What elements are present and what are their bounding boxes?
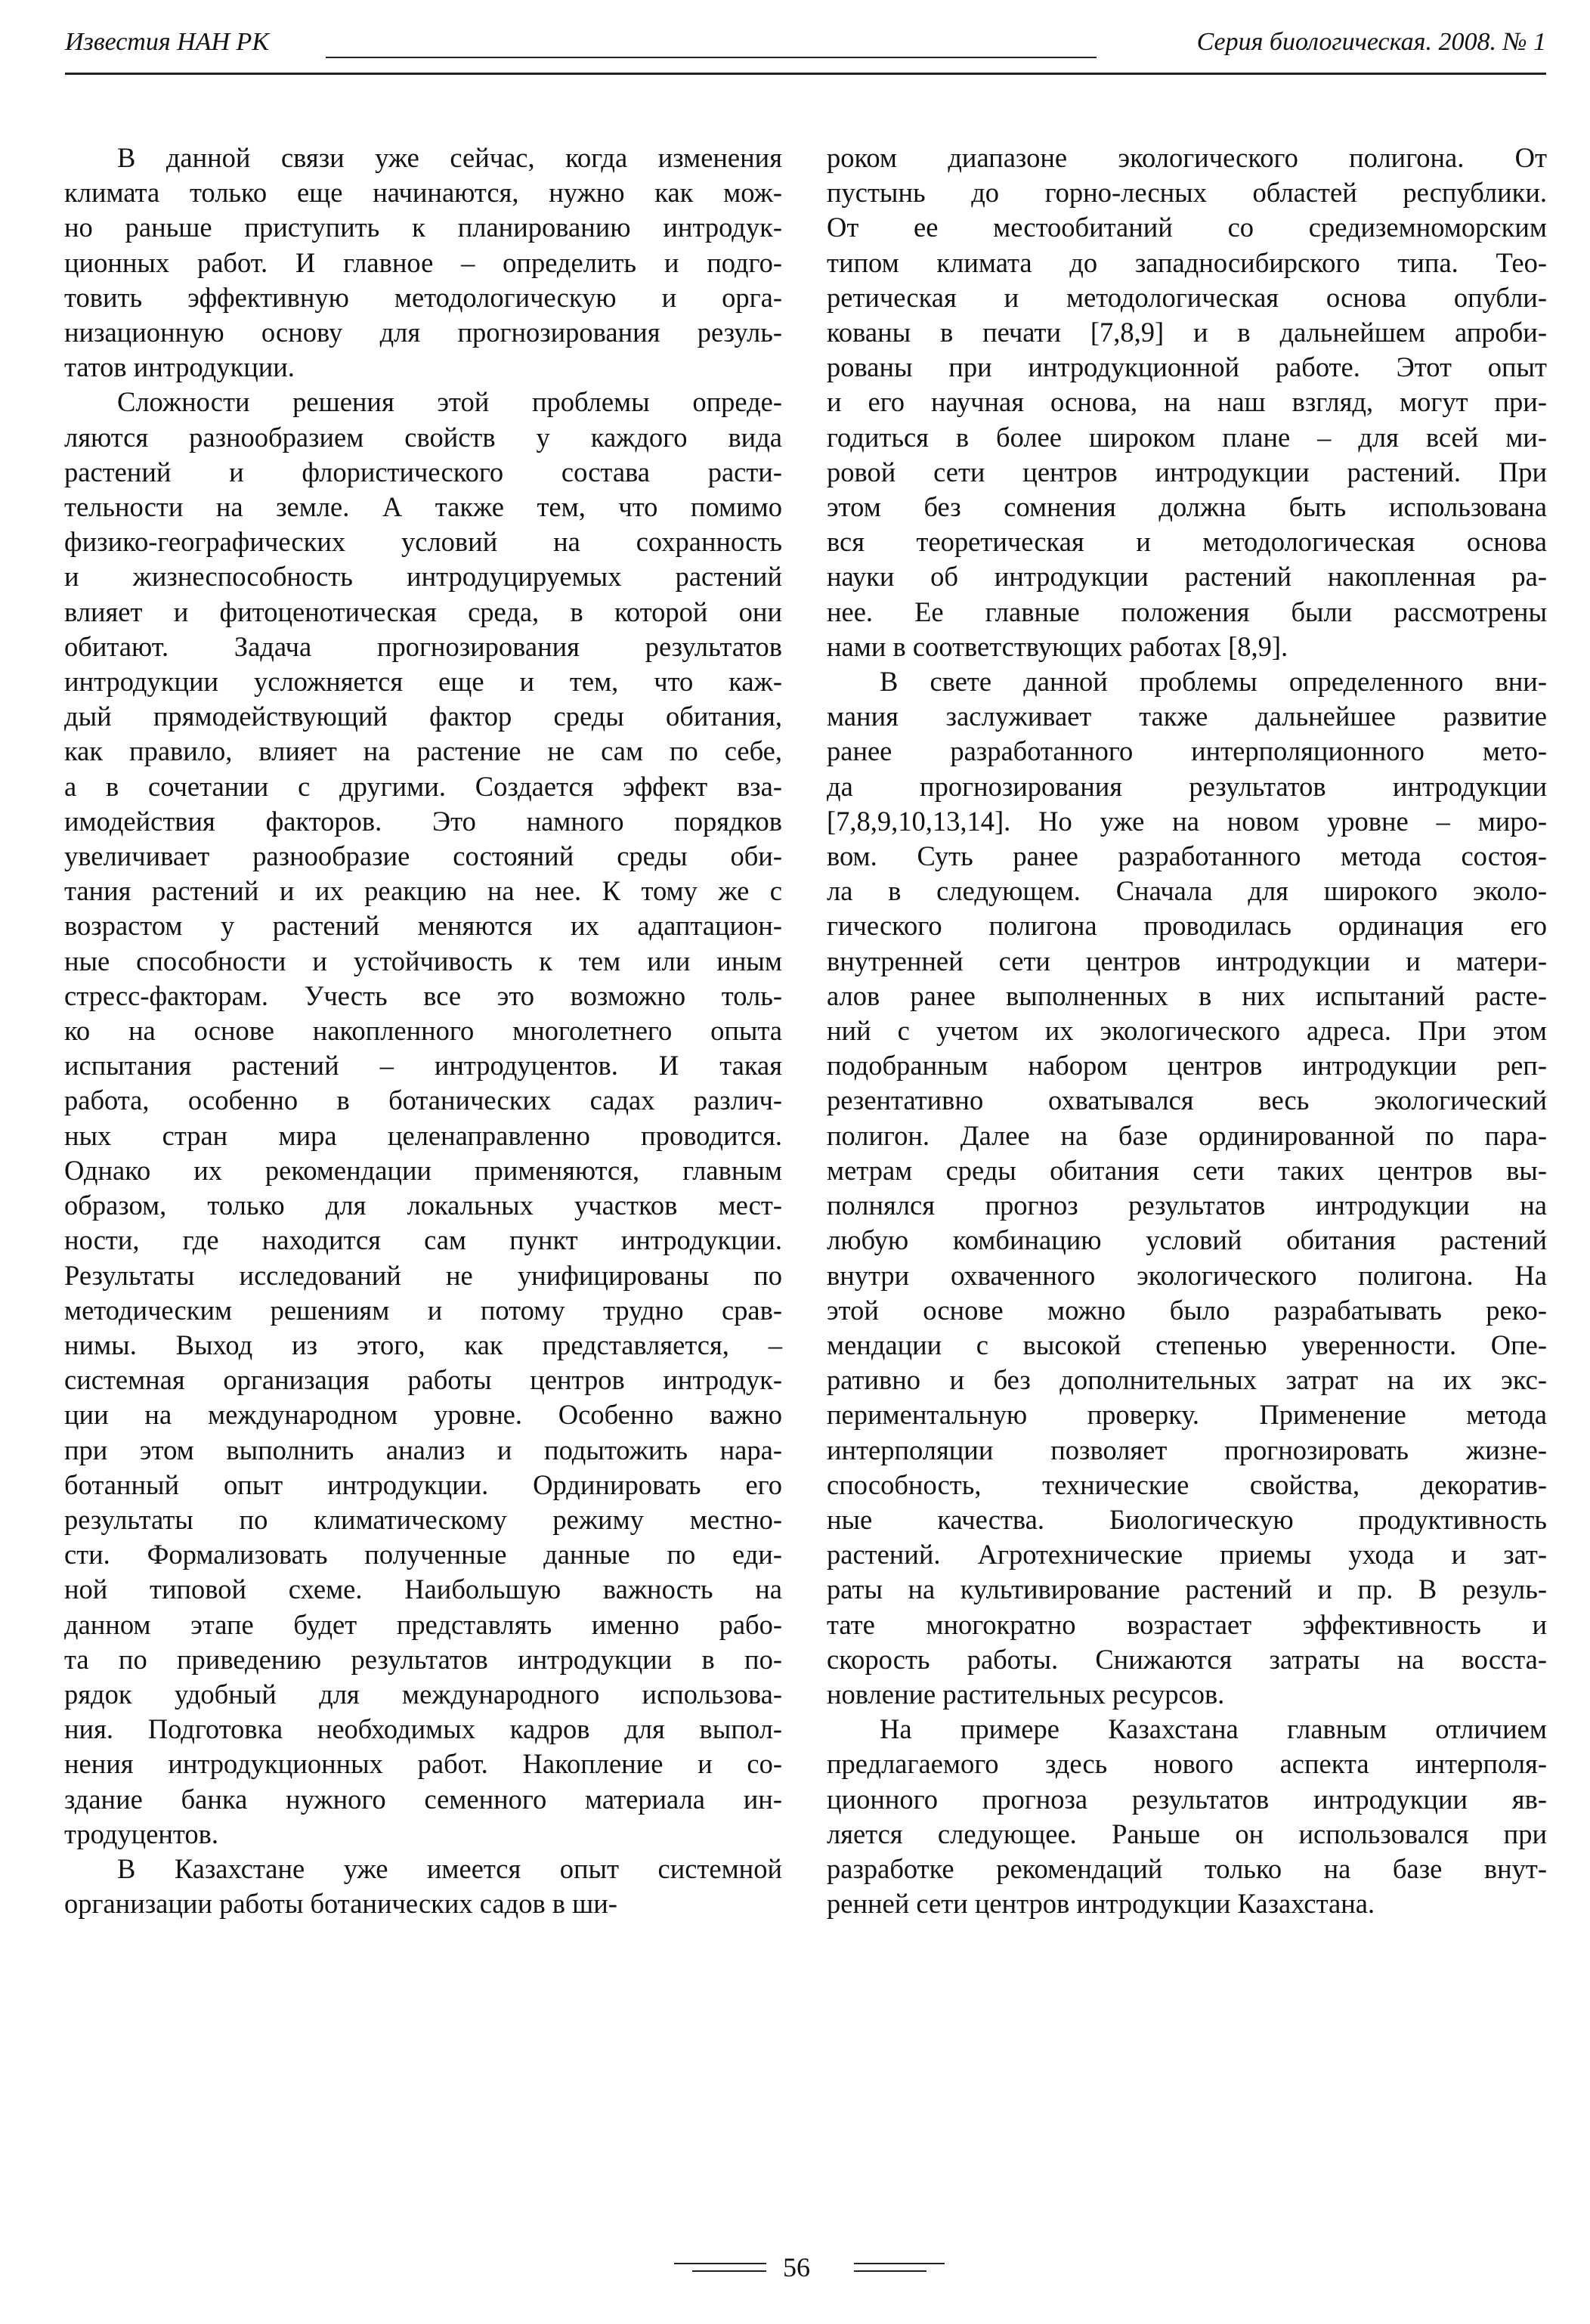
text-line: ные способности и устойчивость к тем или иным — [64, 945, 782, 976]
text-line: полигон. Далее на базе ординированной по пара- — [827, 1119, 1547, 1151]
text-line: но раньше приступить к планированию интродук- — [64, 212, 782, 243]
text-line: ния. Подготовка необходимых кадров для выпол- — [64, 1713, 782, 1745]
footer-ornament-right — [854, 2263, 945, 2272]
text-line: полнялся прогноз результатов интродукции на — [827, 1190, 1547, 1221]
text-line: рованы при интродукционной работе. Этот опыт — [827, 351, 1547, 383]
text-line: периментальную проверку. Применение метода — [827, 1399, 1547, 1431]
text-line: Однако их рекомендации применяются, главным — [64, 1154, 782, 1186]
text-line: ционного прогноза результатов интродукции яв- — [827, 1783, 1547, 1815]
text-line: работа, особенно в ботанических садах различ- — [64, 1085, 782, 1116]
text-line: нимы. Выход из этого, как представляется, – — [64, 1329, 782, 1360]
text-line: влияет и фитоценотическая среда, в которой они — [64, 596, 782, 627]
text-line: дый прямодействующий фактор среды обитания, — [64, 701, 782, 732]
text-line: образом, только для локальных участков мест- — [64, 1190, 782, 1221]
text-line: товить эффективную методологическую и орга- — [64, 281, 782, 313]
text-line: внутренней сети центров интродукции и матери- — [827, 945, 1547, 976]
text-line: имодействия факторов. Это намного порядков — [64, 805, 782, 837]
text-line: растений и флористического состава расти- — [64, 456, 782, 487]
paragraph — [827, 1712, 1547, 1921]
text-line: физико-географических условий на сохранность — [64, 526, 782, 558]
text-line: ранее разработанного интерполяционного мето- — [827, 735, 1547, 767]
text-line: возрастом у растений меняются их адаптацион- — [64, 910, 782, 942]
text-line: ний с учетом их экологического адреса. При этом — [827, 1015, 1547, 1047]
text-line: На примере Казахстана главным отличием — [880, 1713, 1547, 1745]
text-line: испытания растений – интродуцентов. И такая — [64, 1050, 782, 1082]
text-line: низационную основу для прогнозирования резуль- — [64, 317, 782, 348]
paragraph — [64, 141, 782, 385]
text-line: методическим решениям и потому трудно срав- — [64, 1294, 782, 1326]
text-line: скорость работы. Снижаются затраты на восста- — [827, 1643, 1547, 1675]
text-line: раты на культивирование растений и пр. В резуль- — [827, 1574, 1547, 1605]
text-line: тельности на земле. А также тем, что помимо — [64, 491, 782, 523]
text-line: увеличивает разнообразие состояний среды оби- — [64, 840, 782, 872]
right-column — [827, 141, 1547, 1921]
text-line: данном этапе будет представлять именно рабо- — [64, 1608, 782, 1640]
text-line: предлагаемого здесь нового аспекта интерполя- — [827, 1748, 1547, 1780]
text-line: мания заслуживает также дальнейшее развитие — [827, 701, 1547, 732]
text-line: ционных работ. И главное – определить и подго- — [64, 246, 782, 278]
series-info: Серия биологическая. 2008. № 1 — [1196, 28, 1546, 56]
text-line: типом климата до западносибирского типа. Тео- — [827, 246, 1547, 278]
text-line: мендации с высокой степенью уверенности. Опе- — [827, 1329, 1547, 1360]
text-line: ративно и без дополнительных затрат на их экс- — [827, 1364, 1547, 1396]
text-line: В свете данной проблемы определенного вни- — [880, 666, 1547, 698]
text-line: системная организация работы центров интродук- — [64, 1364, 782, 1396]
text-line: способность, технические свойства, декоратив- — [827, 1468, 1547, 1500]
text-line: при этом выполнить анализ и подытожить нара- — [64, 1434, 782, 1465]
text-line: стресс-факторам. Учесть все это возможно толь- — [64, 979, 782, 1011]
text-line: внутри охваченного экологического полигона. На — [827, 1259, 1547, 1291]
text-line: а в сочетании с другими. Создается эффект вза- — [64, 770, 782, 802]
text-line: В данной связи уже сейчас, когда изменения — [117, 142, 782, 173]
text-line: тате многократно возрастает эффективность и — [827, 1608, 1547, 1640]
paragraph — [64, 1852, 782, 1921]
footer-ornament-left — [674, 2263, 766, 2272]
text-line: нее. Ее главные положения были рассмотрены — [827, 596, 1547, 627]
text-line: ботанный опыт интродукции. Ординировать его — [64, 1468, 782, 1500]
text-line: пустынь до горно-лесных областей республики. — [827, 177, 1547, 209]
text-line: и жизнеспособность интродуцируемых растений — [64, 561, 782, 593]
text-line: ляются разнообразием свойств у каждого вида — [64, 421, 782, 453]
text-line: нения интродукционных работ. Накопление и со- — [64, 1748, 782, 1780]
text-line: ровой сети центров интродукции растений. При — [827, 456, 1547, 487]
paragraph — [64, 385, 782, 1852]
left-column — [64, 141, 782, 1921]
running-header — [65, 27, 1546, 73]
text-line: климата только еще начинаются, нужно как мож- — [64, 177, 782, 209]
text-line: да прогнозирования результатов интродукции — [827, 770, 1547, 802]
text-line: резентативно охватывался весь экологический — [827, 1085, 1547, 1116]
text-line: как правило, влияет на растение не сам по себе, — [64, 735, 782, 767]
page-number: 56 — [783, 2252, 810, 2282]
text-line: любую комбинацию условий обитания растений — [827, 1224, 1547, 1256]
text-line: татов интродукции. — [64, 351, 295, 383]
text-line: нами в соответствующих работах [8,9]. — [827, 630, 1288, 662]
text-line: роком диапазоне экологического полигона. От — [827, 142, 1547, 173]
paragraph — [827, 141, 1547, 664]
text-line: [7,8,9,10,13,14]. Но уже на новом уровне – миро- — [827, 805, 1547, 837]
text-line: Сложности решения этой проблемы опреде- — [117, 386, 782, 418]
text-line: ляется следующее. Раньше он использовался при — [827, 1818, 1547, 1849]
text-line: ла в следующем. Сначала для широкого эколо- — [827, 875, 1547, 907]
text-line: метрам среды обитания сети таких центров вы- — [827, 1154, 1547, 1186]
text-line: вом. Суть ранее разработанного метода состоя- — [827, 840, 1547, 872]
text-line: обитают. Задача прогнозирования результатов — [64, 630, 782, 662]
text-line: разработке рекомендаций только на базе внут- — [827, 1852, 1547, 1884]
text-line: гического полигона проводилась ординация его — [827, 910, 1547, 942]
text-line: ции на международном уровне. Особенно важно — [64, 1399, 782, 1431]
text-line: ности, где находится сам пункт интродукции. — [64, 1224, 782, 1256]
text-line: новление растительных ресурсов. — [827, 1678, 1225, 1710]
journal-title: Известия НАН РК — [65, 28, 269, 56]
text-line: та по приведению результатов интродукции в по- — [64, 1643, 782, 1675]
text-line: кованы в печати [7,8,9] и в дальнейшем апроби- — [827, 317, 1547, 348]
text-line: алов ранее выполненных в них испытаний расте- — [827, 979, 1547, 1011]
text-line: От ее местообитаний со средиземноморским — [827, 212, 1547, 243]
text-line: ко на основе накопленного многолетнего опыта — [64, 1015, 782, 1047]
text-line: годиться в более широком плане – для всей ми- — [827, 421, 1547, 453]
text-line: результаты по климатическому режиму местно- — [64, 1503, 782, 1535]
text-line: ретическая и методологическая основа опубли- — [827, 281, 1547, 313]
text-line: ных стран мира целенаправленно проводится. — [64, 1119, 782, 1151]
text-line: ные качества. Биологическую продуктивность — [827, 1503, 1547, 1535]
text-line: Результаты исследований не унифицированы по — [64, 1259, 782, 1291]
text-line: подобранным набором центров интродукции реп- — [827, 1050, 1547, 1082]
text-line: интродукции усложняется еще и тем, что каж- — [64, 666, 782, 698]
text-line: организации работы ботанических садов в ши- — [64, 1888, 617, 1920]
text-line: растений. Агротехнические приемы ухода и зат- — [827, 1539, 1547, 1570]
text-line: здание банка нужного семенного материала ин- — [64, 1783, 782, 1815]
text-line: этом без сомнения должна быть использована — [827, 491, 1547, 523]
text-line: тродуцентов. — [64, 1818, 219, 1849]
header-rule — [65, 73, 1546, 75]
header-underline — [326, 57, 1097, 58]
text-line: науки об интродукции растений накопленная ра- — [827, 561, 1547, 593]
text-line: ной типовой схеме. Наибольшую важность на — [64, 1574, 782, 1605]
page-footer — [0, 2251, 1590, 2288]
text-line: рядок удобный для международного использова- — [64, 1678, 782, 1710]
text-line: сти. Формализовать полученные данные по еди- — [64, 1539, 782, 1570]
text-line: интерполяции позволяет прогнозировать жизне- — [827, 1434, 1547, 1465]
text-line: вся теоретическая и методологическая основа — [827, 526, 1547, 558]
text-line: ренней сети центров интродукции Казахстана. — [827, 1888, 1375, 1920]
text-line: тания растений и их реакцию на нее. К тому же с — [64, 875, 782, 907]
text-line: и его научная основа, на наш взгляд, могут при- — [827, 386, 1547, 418]
text-line: этой основе можно было разрабатывать реко- — [827, 1294, 1547, 1326]
text-line: В Казахстане уже имеется опыт системной — [117, 1852, 782, 1884]
paragraph — [827, 664, 1547, 1712]
